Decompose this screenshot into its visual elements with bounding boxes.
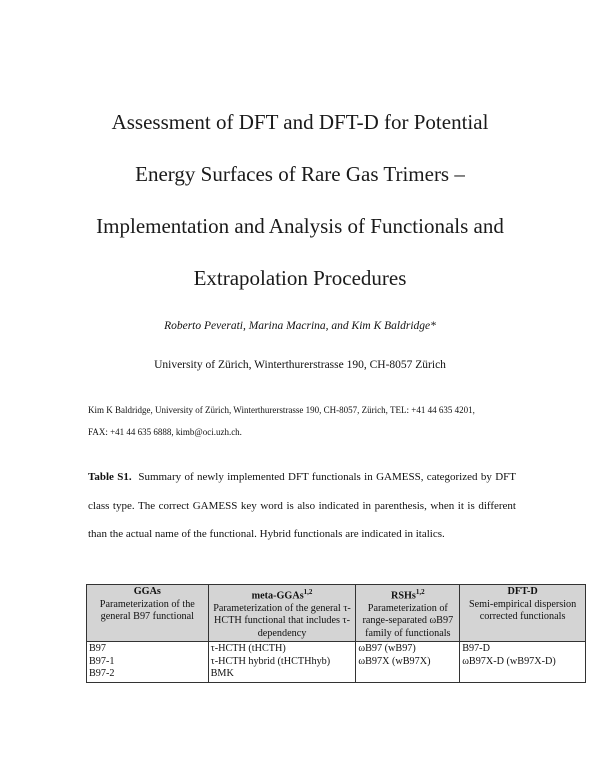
column-desc: Semi-empirical dispersion corrected functionals: [468, 598, 577, 622]
column-desc: Parameterization of range-separated ωB97 family of functionals: [362, 602, 454, 639]
column-name: RSHs: [390, 590, 416, 602]
table-header-row: [87, 585, 586, 642]
title-line: Energy Surfaces of Rare Gas Trimers –: [135, 162, 465, 186]
paper-title: [60, 96, 540, 304]
header-dft-d: [460, 585, 586, 642]
affiliation: University of Zürich, Winterthurerstrasse 190, CH-8057 Zürich: [154, 359, 446, 371]
column-desc: Parameterization of the general B97 functional: [99, 598, 195, 622]
caption-text: Summary of newly implemented DFT functionals in GAMESS, categorized by DFT class type. The correct GAMESS key word is also indicated in parenthesis, when it is different than the actual name of the functional. Hybrid functionals are indicated in italics.: [88, 471, 516, 540]
contact-line: FAX: +41 44 635 6888, kimb@oci.uzh.ch.: [88, 427, 242, 437]
table-cell-entry: τ-HCTH (tHCTH): [210, 643, 286, 655]
cell-meta-ggas: [208, 642, 356, 683]
cell-dft-d: [460, 642, 586, 683]
cell-rshs: [356, 642, 460, 683]
table-cell-entry: ωB97X-D (wB97X-D): [462, 655, 556, 667]
table-cell-entry: BMK: [210, 668, 234, 680]
column-name: GGAs: [133, 586, 161, 597]
table-cell-entry: ωB97X (wB97X): [358, 655, 431, 667]
cell-ggas: [87, 642, 209, 683]
title-line: Implementation and Analysis of Functionals and: [96, 214, 504, 238]
column-ref: 1,2: [303, 588, 313, 596]
table-cell-entry: B97-2: [89, 668, 115, 680]
author-list: Roberto Peverati, Marina Macrina, and Kim K Baldridge*: [164, 320, 436, 332]
table-caption: [88, 463, 516, 549]
table-cell-entry: B97-D: [462, 643, 490, 655]
table-cell-entry: B97: [89, 643, 106, 655]
functionals-table: [86, 584, 586, 683]
header-ggas: [87, 585, 209, 642]
title-line: Extrapolation Procedures: [193, 266, 407, 290]
header-meta-ggas: [208, 585, 356, 642]
table-cell-entry: ωB97 (wB97): [358, 643, 416, 655]
contact-line: Kim K Baldridge, University of Zürich, Winterthurerstrasse 190, CH-8057, Zürich, TEL: +41 44 635 4201,: [88, 405, 475, 415]
contact-info: [88, 399, 528, 443]
title-line: Assessment of DFT and DFT-D for Potential: [111, 110, 489, 134]
table-cell-entry: B97-1: [89, 655, 115, 667]
table-body-row: [87, 642, 586, 683]
caption-label: Table S1.: [88, 471, 132, 483]
column-ref: 1,2: [415, 588, 425, 596]
column-desc: Parameterization of the general τ-HCTH functional that includes τ-dependency: [213, 602, 351, 639]
column-name: meta-GGAs: [251, 590, 304, 602]
column-name: DFT-D: [507, 586, 538, 597]
header-rshs: [356, 585, 460, 642]
table-cell-entry: τ-HCTH hybrid (tHCTHhyb): [210, 655, 331, 667]
